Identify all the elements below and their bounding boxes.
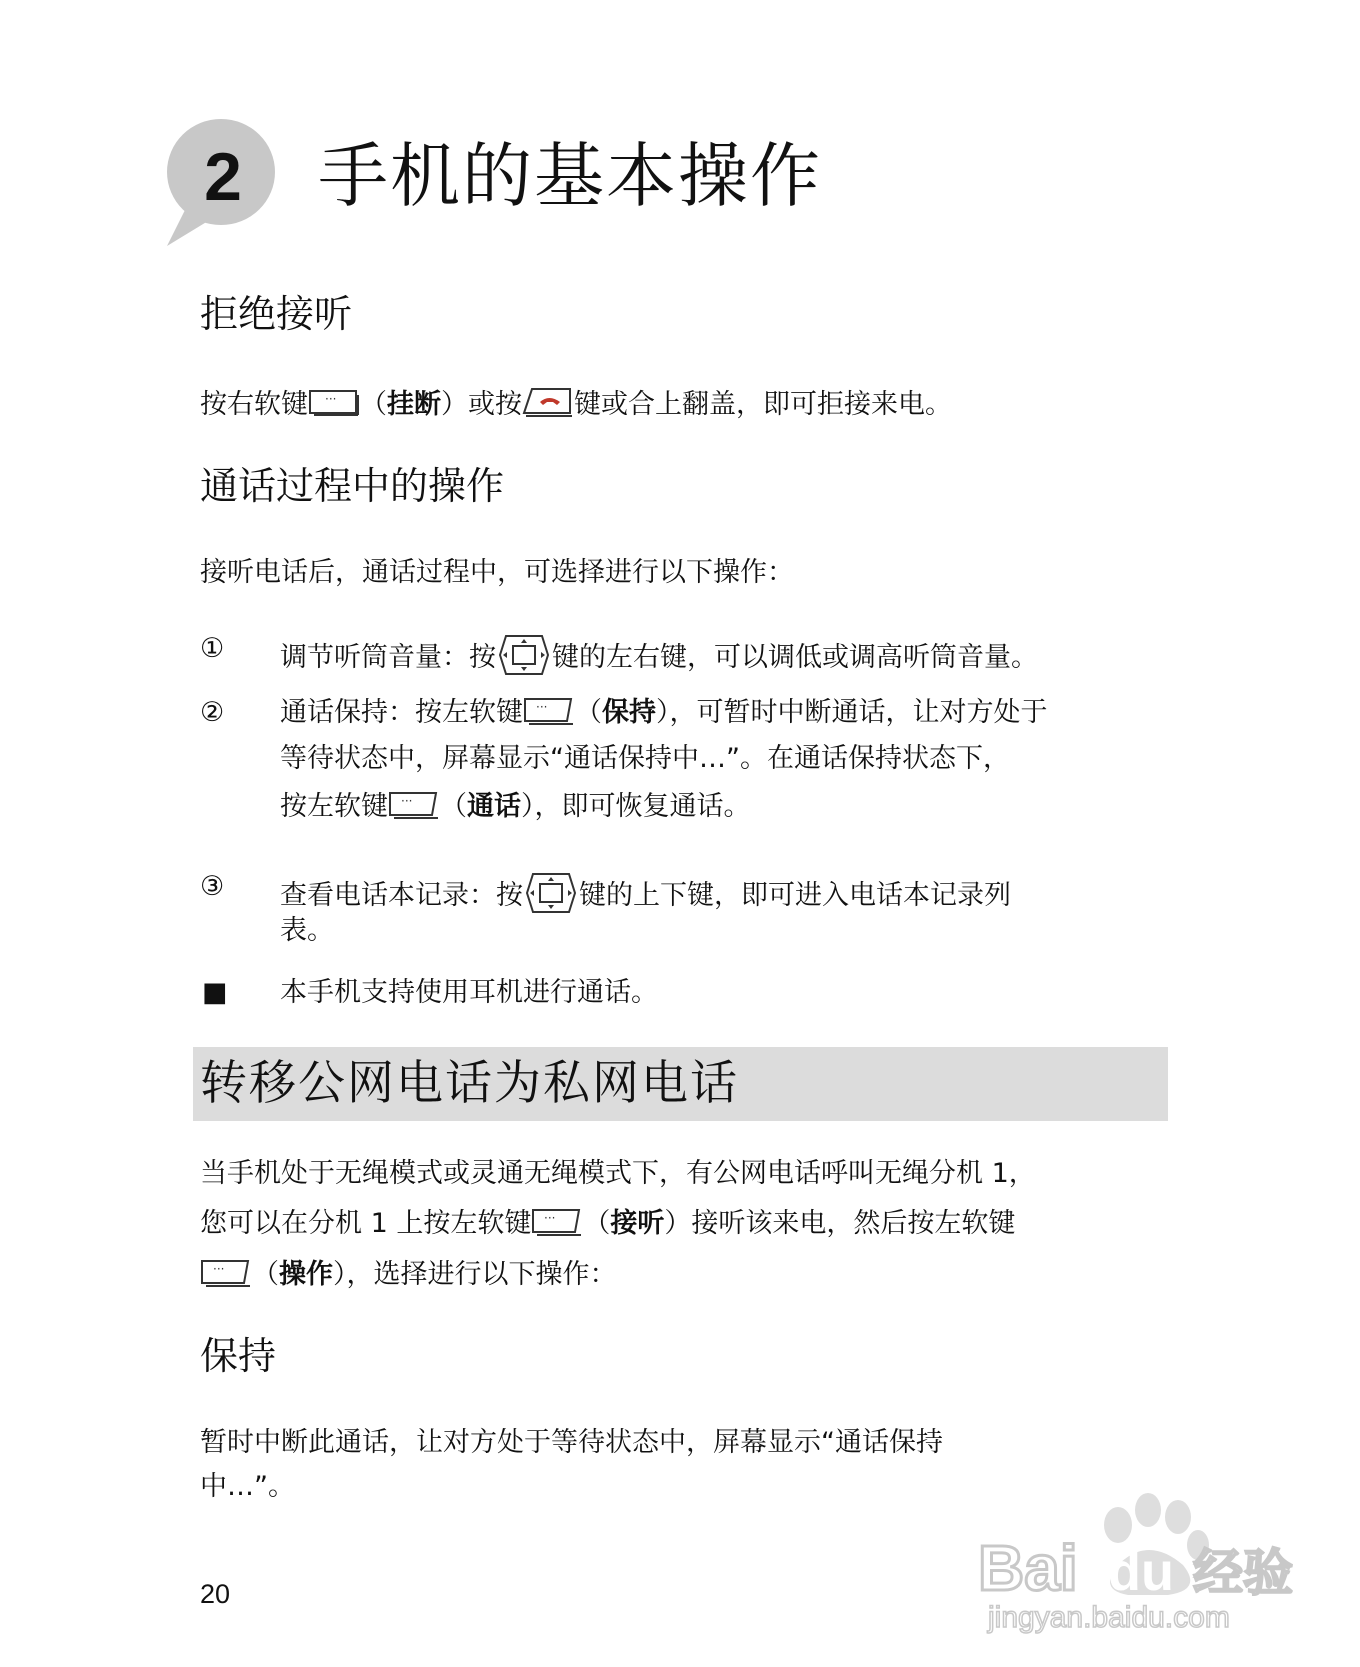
softkey-icon xyxy=(531,1208,583,1238)
list-marker: ② xyxy=(200,697,225,728)
note-marker: ■ xyxy=(202,977,228,1008)
svg-text:···: ··· xyxy=(544,1211,556,1225)
svg-text:···: ··· xyxy=(536,700,548,714)
list-marker: ① xyxy=(200,633,225,664)
softkey-icon xyxy=(523,697,575,727)
list-item-phonebook-line2: 表。 xyxy=(280,915,334,946)
note-text: 本手机支持使用耳机进行通话。 xyxy=(280,977,658,1008)
heading-hold: 保持 xyxy=(200,1334,277,1378)
end-call-key-icon xyxy=(522,385,574,419)
svg-text:du: du xyxy=(1108,1542,1174,1602)
svg-text:jingyan.baidu.com: jingyan.baidu.com xyxy=(988,1601,1230,1634)
page-number: 20 xyxy=(200,1579,231,1609)
svg-text:···: ··· xyxy=(401,794,413,808)
chapter-title: 手机的基本操作 xyxy=(318,135,822,217)
heading-in-call: 通话过程中的操作 xyxy=(200,464,505,508)
list-item-hold-line3: 按左软键 ··· （通话），即可恢复通话。 xyxy=(280,791,751,822)
reject-line: 按右软键 ··· （挂断）或按 键或合上翻盖，即可拒接来电。 xyxy=(200,385,952,422)
nav-key-icon xyxy=(523,870,579,916)
list-marker: ③ xyxy=(200,871,225,902)
chapter-number: 2 xyxy=(204,139,242,215)
svg-text:···: ··· xyxy=(325,392,337,406)
list-item-hold-line2: 等待状态中，屏幕显示“通话保持中…”。在通话保持状态下， xyxy=(280,743,1010,774)
svg-text:经验: 经验 xyxy=(1193,1544,1293,1602)
list-item-phonebook-line1: 查看电话本记录：按 键的上下键，即可进入电话本记录列 xyxy=(280,870,1011,916)
softkey-icon xyxy=(388,791,440,821)
svg-text:···: ··· xyxy=(213,1262,225,1276)
transfer-line3: ··· （操作），选择进行以下操作： xyxy=(200,1258,617,1292)
heading-reject: 拒绝接听 xyxy=(200,292,353,336)
transfer-line2: 您可以在分机 1 上按左软键 ··· （接听）接听该来电，然后按左软键 xyxy=(200,1208,1016,1239)
transfer-line1: 当手机处于无绳模式或灵通无绳模式下，有公网电话呼叫无绳分机 1， xyxy=(200,1158,1036,1189)
baidu-watermark-logo xyxy=(968,1455,1298,1635)
nav-key-icon xyxy=(496,632,552,678)
heading-transfer: 转移公网电话为私网电话 xyxy=(200,1056,739,1111)
list-item-volume: 调节听筒音量：按 键的左右键，可以调低或调高听筒音量。 xyxy=(280,632,1038,678)
svg-text:Bai: Bai xyxy=(978,1532,1078,1604)
softkey-icon xyxy=(308,389,360,419)
hold-line1: 暂时中断此通话，让对方处于等待状态中，屏幕显示“通话保持 xyxy=(200,1427,943,1458)
softkey-icon xyxy=(200,1259,252,1289)
hold-line2: 中…”。 xyxy=(200,1471,295,1502)
in-call-intro: 接听电话后，通话过程中，可选择进行以下操作： xyxy=(200,557,794,588)
list-item-hold-line1: 通话保持：按左软键 ··· （保持），可暂时中断通话，让对方处于 xyxy=(280,697,1048,728)
